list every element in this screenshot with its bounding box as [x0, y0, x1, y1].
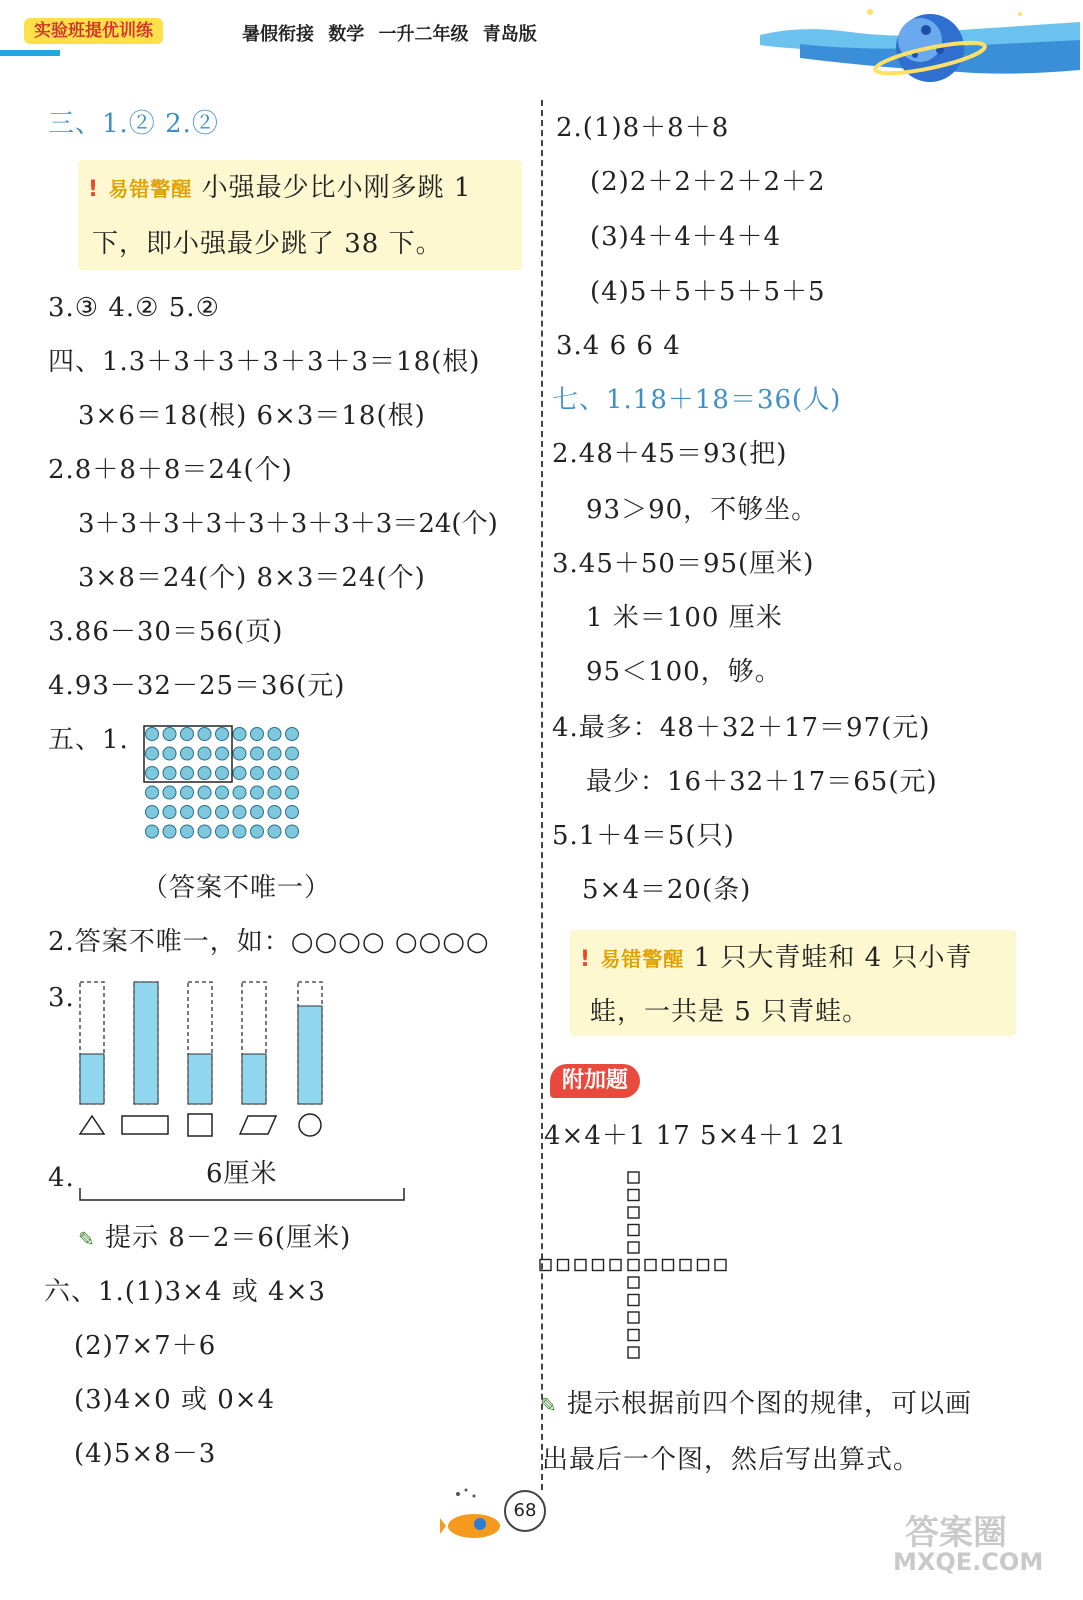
r7-q1	[552, 384, 841, 416]
r7-q5-2: 5×4＝20(条)	[582, 875, 752, 905]
cross-square	[628, 1242, 639, 1253]
dot	[163, 767, 176, 780]
dot	[216, 825, 229, 838]
dot	[286, 806, 299, 819]
dot	[216, 728, 229, 741]
dot	[251, 806, 264, 819]
s5-q1-label	[48, 724, 129, 756]
dot	[268, 728, 281, 741]
s4-q2-line-1: 2.8＋8＋8＝24(个)	[48, 455, 293, 485]
cross-square	[593, 1260, 604, 1271]
dot	[181, 767, 194, 780]
warning-2-text-1: 1 只大青蛙和 4 只小青	[693, 943, 973, 973]
s3-answers-1-2	[48, 108, 219, 140]
r7-q4-2: 最少：16＋32＋17＝65(元)	[586, 767, 938, 797]
dot	[198, 786, 211, 799]
cross-square	[628, 1347, 639, 1358]
dot	[198, 728, 211, 741]
dot	[198, 806, 211, 819]
cross-square	[698, 1260, 709, 1271]
r-q3: 3.4 6 6 4	[556, 331, 681, 361]
warning-2-tag: 易错警醒	[600, 947, 685, 971]
dot	[181, 825, 194, 838]
cross-square	[645, 1260, 656, 1271]
dot	[146, 806, 159, 819]
watermark-text: 答案圈	[905, 1513, 1007, 1553]
dot	[233, 806, 246, 819]
r-q2-4: (4)5＋5＋5＋5＋5	[590, 277, 826, 307]
warning-1-tag: 易错警醒	[108, 177, 193, 201]
dot	[181, 806, 194, 819]
bar-shapes-figure	[72, 976, 342, 1150]
cross-square	[628, 1260, 639, 1271]
hint-2-text-1: 提示根据前四个图的规律，可以画	[567, 1389, 973, 1419]
dot	[146, 825, 159, 838]
r-q2-2: (2)2＋2＋2＋2＋2	[590, 167, 826, 197]
dot	[163, 786, 176, 799]
dot	[251, 747, 264, 760]
s5-q1-text: 五、1.	[48, 725, 129, 755]
dot	[268, 767, 281, 780]
s5-q3-label: 3.	[48, 983, 75, 1013]
cross-square	[628, 1277, 639, 1288]
r7-q3-1: 3.45＋50＝95(厘米)	[552, 549, 815, 579]
dot	[216, 786, 229, 799]
cross-squares-figure	[538, 1168, 738, 1374]
dot	[286, 747, 299, 760]
ruler-label: 6厘米	[206, 1159, 278, 1189]
r7-q1-text: 七、1.18＋18＝36(人)	[552, 385, 842, 415]
cross-square	[575, 1260, 586, 1271]
r7-q2-2: 93＞90，不够坐。	[586, 495, 819, 525]
extra-question-tag: 附加题	[550, 1064, 640, 1098]
hint-2-line-2: 出最后一个图，然后写出算式。	[542, 1445, 921, 1475]
s5-q2: 2.答案不唯一，如：○○○○ ○○○○	[48, 927, 490, 957]
dot	[251, 825, 264, 838]
s6-q1-1: 六、1.(1)3×4 或 4×3	[44, 1277, 326, 1307]
dot	[233, 728, 246, 741]
s3-answers-text: 三、1.② 2.②	[48, 109, 219, 139]
dot	[163, 825, 176, 838]
dot	[198, 825, 211, 838]
s3-answers-3-5: 3.③ 4.② 5.②	[48, 293, 220, 323]
cross-square	[558, 1260, 569, 1271]
dot	[268, 825, 281, 838]
dot	[181, 786, 194, 799]
page-number: 68	[504, 1490, 546, 1532]
dot	[268, 786, 281, 799]
s5-q4-label: 4.	[48, 1163, 75, 1193]
dot	[233, 747, 246, 760]
warning-icon: !	[580, 947, 592, 972]
s4-q1-line-1: 四、1.3＋3＋3＋3＋3＋3＝18(根)	[48, 347, 481, 377]
hint-icon: ✎	[540, 1393, 558, 1417]
ruler-bracket	[78, 1186, 408, 1210]
hint-icon: ✎	[78, 1227, 96, 1251]
s4-q2-line-2: 3＋3＋3＋3＋3＋3＋3＋3＝24(个)	[78, 509, 498, 539]
dot	[251, 786, 264, 799]
dot	[216, 806, 229, 819]
r7-q3-3: 95＜100，够。	[586, 657, 782, 687]
cross-square	[540, 1260, 551, 1271]
dot	[163, 806, 176, 819]
dot	[286, 767, 299, 780]
r7-q2-1: 2.48＋45＝93(把)	[552, 439, 788, 469]
cross-square	[628, 1312, 639, 1323]
dot	[163, 747, 176, 760]
cross-square	[663, 1260, 674, 1271]
series-badge: 实验班提优训练	[24, 18, 163, 44]
r7-q3-2: 1 米＝100 厘米	[586, 603, 783, 633]
header-subtitle: 暑假衔接 数学 一升二年级 青岛版	[242, 24, 537, 45]
hint-2-line-1	[540, 1388, 972, 1421]
r7-q5-1: 5.1＋4＝5(只)	[552, 821, 735, 851]
hint-1	[78, 1222, 351, 1255]
r-q2-1: 2.(1)8＋8＋8	[556, 113, 730, 143]
dot	[146, 767, 159, 780]
planet-illustration	[760, 0, 1080, 95]
s4-q2-line-3: 3×8＝24(个) 8×3＝24(个)	[78, 563, 426, 593]
cross-square	[715, 1260, 726, 1271]
cross-square	[680, 1260, 691, 1271]
warning-1-line-1	[88, 172, 471, 206]
s6-q1-2: (2)7×7＋6	[74, 1331, 217, 1361]
r7-q4-1: 4.最多：48＋32＋17＝97(元)	[552, 713, 931, 743]
s4-q1-line-2: 3×6＝18(根) 6×3＝18(根)	[78, 401, 426, 431]
dot	[198, 767, 211, 780]
dot	[181, 747, 194, 760]
extra-answer: 4×4＋1 17 5×4＋1 21	[544, 1121, 847, 1151]
cross-square	[628, 1295, 639, 1306]
dot	[216, 747, 229, 760]
cross-square	[628, 1207, 639, 1218]
s5-q1-note: （答案不唯一）	[142, 873, 332, 903]
header-accent-line	[0, 50, 60, 56]
dot	[251, 767, 264, 780]
dot	[233, 767, 246, 780]
cross-square	[628, 1225, 639, 1236]
warning-icon: !	[88, 177, 100, 202]
dot	[286, 786, 299, 799]
warning-1-line-2: 下，即小强最少跳了 38 下。	[92, 229, 443, 259]
warning-2-line-1	[580, 942, 972, 976]
dot	[163, 728, 176, 741]
s6-q1-4: (4)5×8－3	[74, 1439, 217, 1469]
cross-square	[628, 1172, 639, 1183]
dot	[146, 747, 159, 760]
dot	[286, 728, 299, 741]
r-q2-3: (3)4＋4＋4＋4	[590, 222, 781, 252]
dot	[181, 728, 194, 741]
s6-q1-3: (3)4×0 或 0×4	[74, 1385, 276, 1415]
dot	[268, 806, 281, 819]
warning-2-line-2: 蛙，一共是 5 只青蛙。	[590, 997, 870, 1027]
hint-1-text: 提示 8－2＝6(厘米)	[105, 1223, 352, 1253]
dot	[146, 728, 159, 741]
cross-square	[610, 1260, 621, 1271]
warning-1-text-1: 小强最少比小刚多跳 1	[201, 173, 472, 203]
cross-square	[628, 1330, 639, 1341]
dot	[146, 786, 159, 799]
dot	[286, 825, 299, 838]
submarine-icon	[440, 1486, 510, 1550]
watermark-url: MXQE.COM	[893, 1548, 1044, 1576]
dot	[268, 747, 281, 760]
dot	[233, 825, 246, 838]
dot	[251, 728, 264, 741]
dot	[198, 747, 211, 760]
dot	[216, 767, 229, 780]
cross-square	[628, 1190, 639, 1201]
dot	[233, 786, 246, 799]
dot-array-figure	[140, 724, 310, 858]
s4-q4: 4.93－32－25＝36(元)	[48, 671, 346, 701]
s4-q3: 3.86－30＝56(页)	[48, 617, 284, 647]
